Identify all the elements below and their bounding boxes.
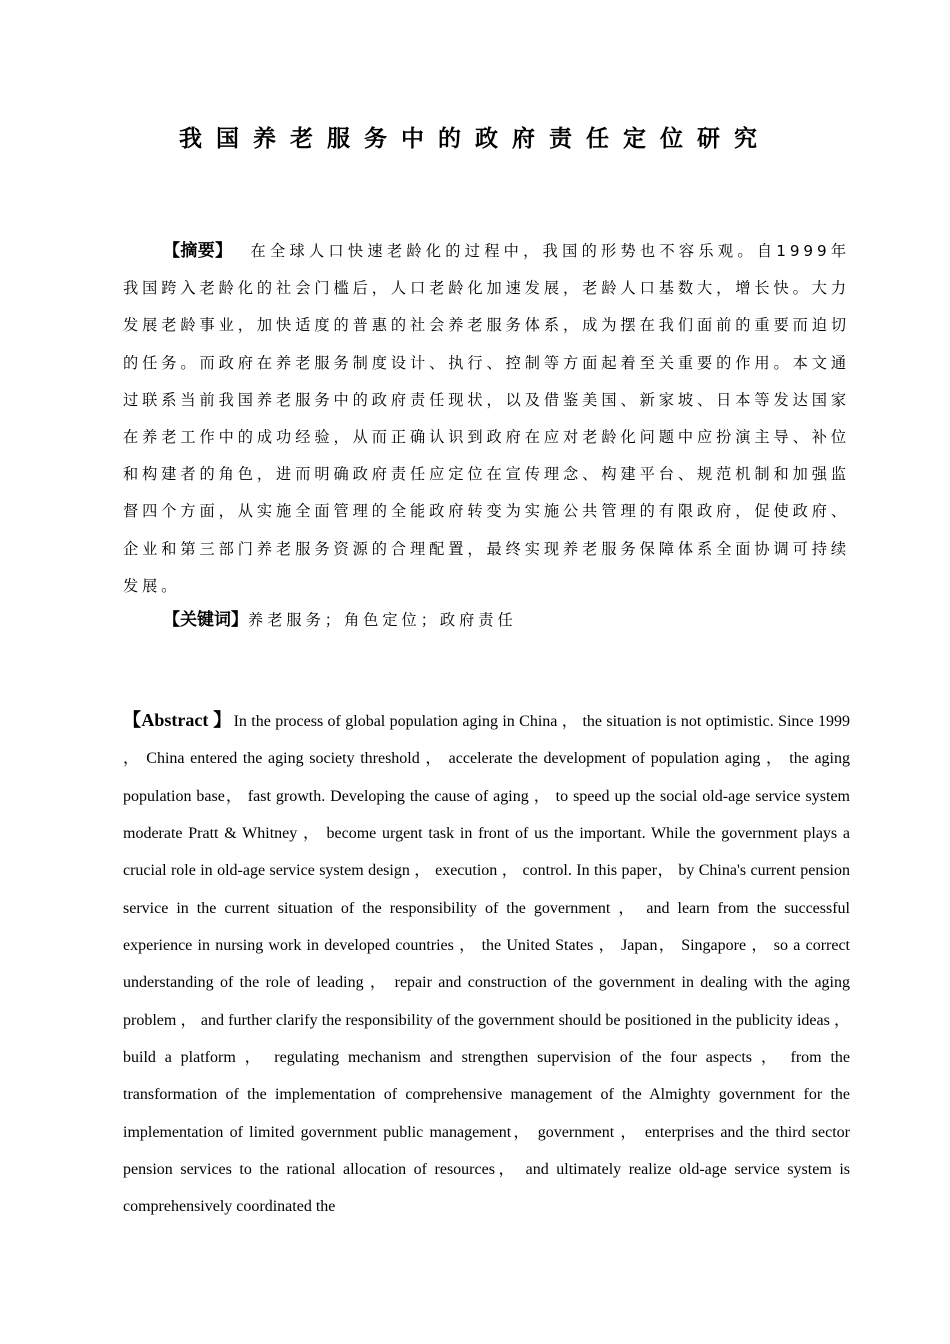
chinese-abstract-label: 【摘要】 (163, 241, 233, 261)
english-abstract-label: 【Abstract 】 (123, 710, 232, 730)
chinese-keywords-text: 养老服务；角色定位；政府责任 (248, 611, 517, 629)
english-abstract (123, 702, 850, 1226)
chinese-keywords (163, 602, 517, 639)
page-title: 我国养老服务中的政府责任定位研究 (179, 126, 771, 152)
english-abstract-text: In the process of global population aging in China ， the situation is not optimistic. Since 1999 ， China entered the aging society threshold ， accelerate the development of population aging ， the aging population base， fast growth. Developing the cause of aging ， to speed up the social old-age service system moderate Pratt & Whitney ， become urgent task in front of us the important. While the government plays a crucial role in old-age service system design ， execution ， control. In this paper， by China's current pension service in the current situation of the responsibility of the government ， and learn from the successful experience in nursing work in developed countries ， the United States ， Japan， Singapore ， so a correct understanding of the role of leading ， repair and construction of the government in dealing with the aging problem ， and further clarify the responsibility of the government should be positioned in the publicity ideas ， build a platform ， regulating mechanism and strengthen supervision of the four aspects ， from the transformation of the implementation of comprehensive management of the Almighty government for the implementation of limited government public management， government ， enterprises and the third sector pension services to the rational allocation of resources， and ultimately realize old-age service system is comprehensively coordinated the (123, 713, 851, 1216)
chinese-abstract (123, 233, 850, 605)
chinese-abstract-text: 在全球人口快速老龄化的过程中，我国的形势也不容乐观。自1999年我国跨入老龄化的社会门槛后，人口老龄化加速发展，老龄人口基数大，增长快。大力发展老龄事业，加快适度的普惠的社会养老服务体系，成为摆在我们面前的重要而迫切的任务。而政府在养老服务制度设计、执行、控制等方面起着至关重要的作用。本文通过联系当前我国养老服务中的政府责任现状，以及借鉴美国、新家坡、日本等发达国家在养老工作中的成功经验，从而正确认识到政府在应对老龄化问题中应扮演主导、补位和构建者的角色，进而明确政府责任应定位在宣传理念、构建平台、规范机制和加强监督四个方面，从实施全面管理的全能政府转变为实施公共管理的有限政府，促使政府、企业和第三部门养老服务资源的合理配置，最终实现养老服务保障体系全面协调可持续发展。 (123, 242, 851, 595)
chinese-keywords-label: 【关键词】 (163, 610, 248, 630)
